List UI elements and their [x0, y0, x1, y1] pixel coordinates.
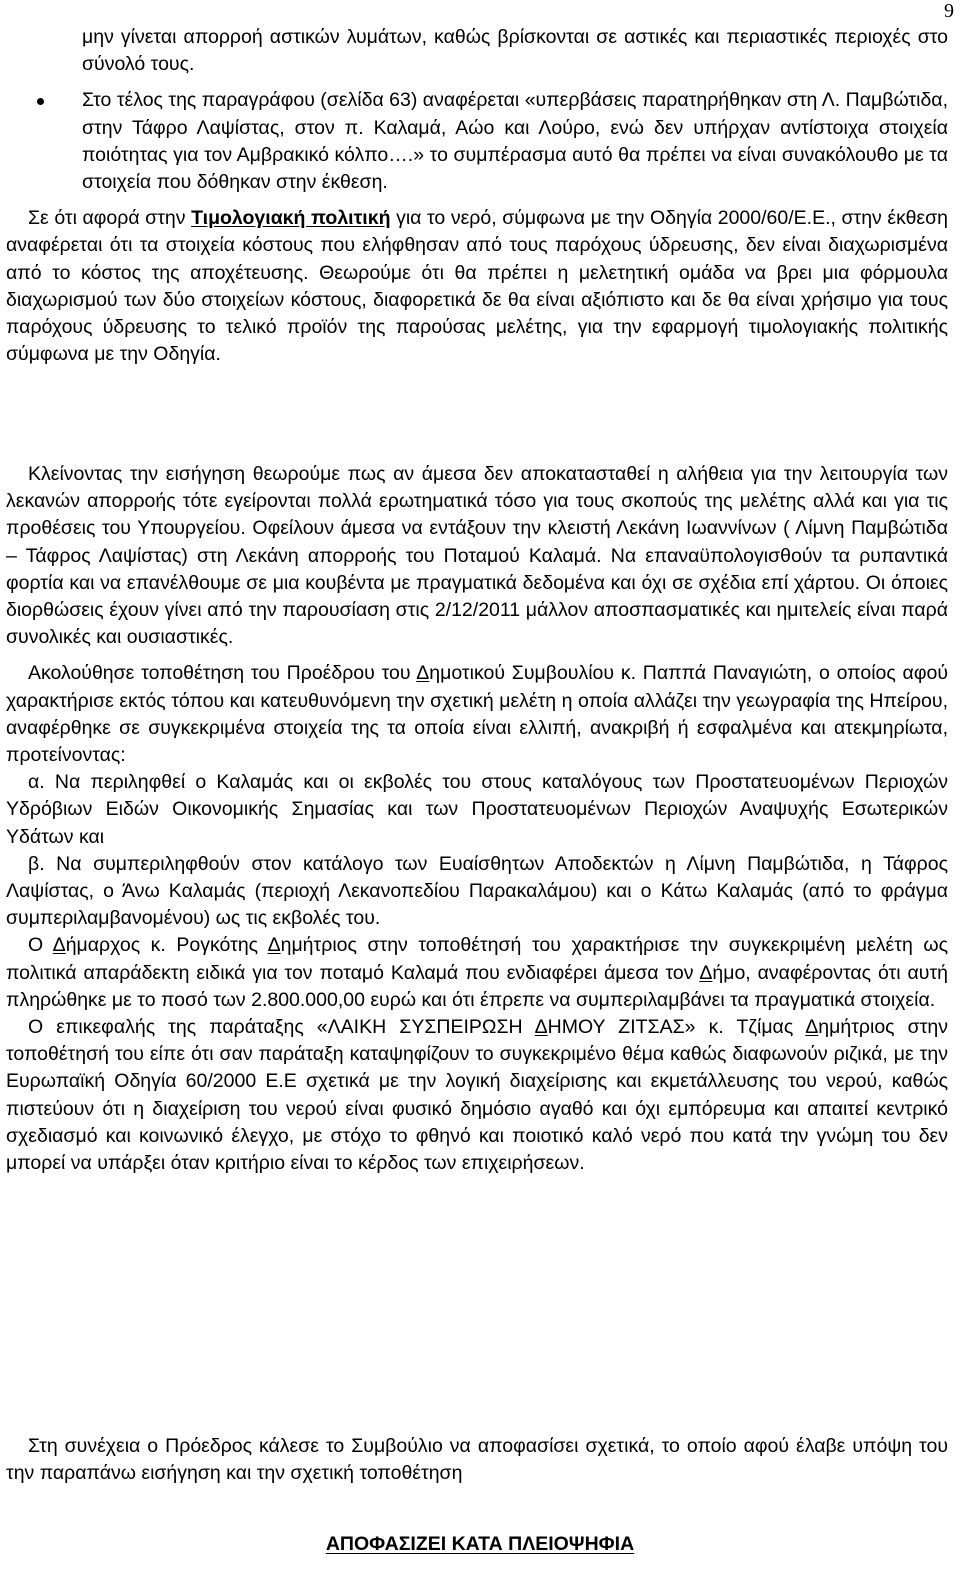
- paragraph-pricing-policy: Σε ότι αφορά στην Τιμολογιακή πολιτική για το νερό, σύμφωνα με την Οδηγία 2000/60/Ε.Ε., στην έκθεση αναφέρεται ότι τα στοιχεία κόστους που ελήφθησαν από τους παρόχους ύδρευσης, δεν είναι διαχωρισμένα από το κόστος της αποχέτευσης. Θεωρούμε ότι θα πρέπει η μελετητική ομάδα να βρει μια φόρμουλα διαχωρισμού των δύο στοιχείων κόστους, διαφορετικά δε θα είναι αξιόπιστο και δε θα είναι χρήσιμο για τους παρόχους ύδρευσης το τελικό προϊόν της παρούσας μελέτης, για την εφαρμογή τιμολογιακής πολιτικής σύμφωνα με την Οδηγία.: [6, 207, 948, 366]
- bullet-dot-icon: [37, 98, 44, 105]
- paragraph-closing: Κλείνοντας την εισήγηση θεωρούμε πως αν άμεσα δεν αποκατασταθεί η αλήθεια για την λειτουργία των λεκανών απορροής τότε εγείρονται πολλά ερωτηματικά τόσο για τους σκοπούς της μελέτης αλλά και για τις προθέσεις του Υπουργείου. Οφείλουν άμεσα να εντάξουν την κλειστή Λεκάνη Ιωαννίνων ( Λίμνη Παμβώτιδα – Τάφρος Λαψίστας) στη Λεκάνη απορροής του Ποταμού Καλαμά. Να επαναϋπολογισθούν τα ρυπαντικά φορτία και να επανέλθουμε σε μια κουβέντα με πραγματικά δεδομένα και όχι σε σχέδια επί χάρτου. Οι όποιες διορθώσεις έχουν γίνει από την παρουσίαση στις 2/12/2011 μάλλον αποσπασματικές και ημιτελείς είναι παρά συνολικές και ουσιαστικές.: [6, 463, 948, 649]
- paragraph-mayor: Ο Δήμαρχος κ. Ρογκότης Δημήτριος στην τοποθέτησή του χαρακτήρισε την συγκεκριμένη μελέτη ως πολιτικά απαράδεκτη ειδικά για τον ποταμό Καλαμά που ενδιαφέρει άμεσα τον Δήμο, αναφέροντας ότι αυτή πληρώθηκε με το ποσό των 2.800.000,00 ευρώ και ότι έπρεπε να συμπεριλαμβάνει τα πραγματικά στοιχεία.: [6, 934, 948, 1011]
- bullet-text: Στο τέλος της παραγράφου (σελίδα 63) αναφέρεται «υπερβάσεις παρατηρήθηκαν στη Λ. Παμβώτιδα, στην Τάφρο Λαψίστας, στον π. Καλαμά, Αώο και Λούρο, ενώ δεν υπήρχαν αντίστοιχα στοιχεία ποιότητας για τον Αμβρακικό κόλπο….» το συμπέρασμα αυτό θα πρέπει να είναι συνακόλουθο με τα στοιχεία που δόθηκαν στην έκθεση.: [82, 89, 948, 194]
- bullet-item: [6, 87, 948, 196]
- page-number: 9: [944, 0, 954, 22]
- proposal-a: α. Να περιληφθεί ο Καλαμάς και οι εκβολές του στους καταλόγους των Προστατευομένων Περιοχών Υδρόβιων Ειδών Οικονομικής Σημασίας και των Προστατευομένων Περιοχών Αναψυχής Εσωτερικών Υδάτων και: [6, 771, 948, 848]
- paragraph-party-head: Ο επικεφαλής της παράταξης «ΛΑΙΚΗ ΣΥΣΠΕΙΡΩΣΗ ΔΗΜΟΥ ΖΙΤΣΑΣ» κ. Τζίμας Δημήτριος στην τοποθέτησή του είπε ότι σαν παράταξη καταψηφίζουν το συγκεκριμένο θέμα καθώς διαφωνούν ριζικά, με την Ευρωπαϊκή Οδηγία 60/2000 Ε.Ε σχετικά με την λογική διαχείρισης και εκμετάλλευσης του νερού, καθώς πιστεύουν ότι η διαχείριση του νερού είναι φυσικό δημόσιο αγαθό και όχι εμπόρευμα και απαιτεί κεντρικό σχεδιασμό και κοινωνικό έλεγχο, με στόχο το φθηνό και ποιοτικό καλό νερό που κατά την γνώμη του δεν μπορεί να υπάρξει όταν κριτήριο είναι το κέρδος των επιχειρήσεων.: [6, 1016, 949, 1175]
- proposal-b: β. Να συμπεριληφθούν στον κατάλογο των Ευαίσθητων Αποδεκτών η Λίμνη Παμβώτιδα, η Τάφρος Λαψίστας, ο Άνω Καλαμάς (περιοχή Λεκανοπεδίου Παρακαλάμου) και ο Κάτω Καλαμάς (από το φράγμα συμπεριλαμβανομένου) ως τις εκβολές του.: [6, 852, 948, 930]
- paragraph-president: Ακολούθησε τοποθέτηση του Προέδρου του Δημοτικού Συμβουλίου κ. Παππά Παναγιώτη, ο οποίος αφού χαρακτήρισε εκτός τόπου και κατευθυνόμενη την σχετική μελέτη η οποία αλλάζει την γεωγραφία της Ηπείρου, αναφέρθηκε σε συγκεκριμένα στοιχεία της τα οποία είναι ελλιπή, ανακριβή ή εσφαλμένα και ατεκμηρίωτα, προτείνοντας:: [6, 662, 948, 767]
- upper-section: [6, 24, 948, 368]
- middle-section: [6, 461, 948, 1177]
- paragraph-continuation: μην γίνεται απορροή αστικών λυμάτων, καθώς βρίσκονται σε αστικές και περιαστικές περιοχές στο σύνολό τους.: [82, 26, 948, 76]
- pricing-policy-emphasis: Τιμολογιακή πολιτική: [191, 207, 391, 230]
- decision-heading: ΑΠΟΦΑΣΙΖΕΙ ΚΑΤΑ ΠΛΕΙΟΨΗΦΙΑ: [325, 1533, 635, 1555]
- final-section: [6, 1433, 948, 1487]
- paragraph-final: Στη συνέχεια ο Πρόεδρος κάλεσε το Συμβούλιο να αποφασίσει σχετικά, το οποίο αφού έλαβε υπόψη του την παραπάνω εισήγηση και την σχετική τοποθέτηση: [6, 1435, 948, 1485]
